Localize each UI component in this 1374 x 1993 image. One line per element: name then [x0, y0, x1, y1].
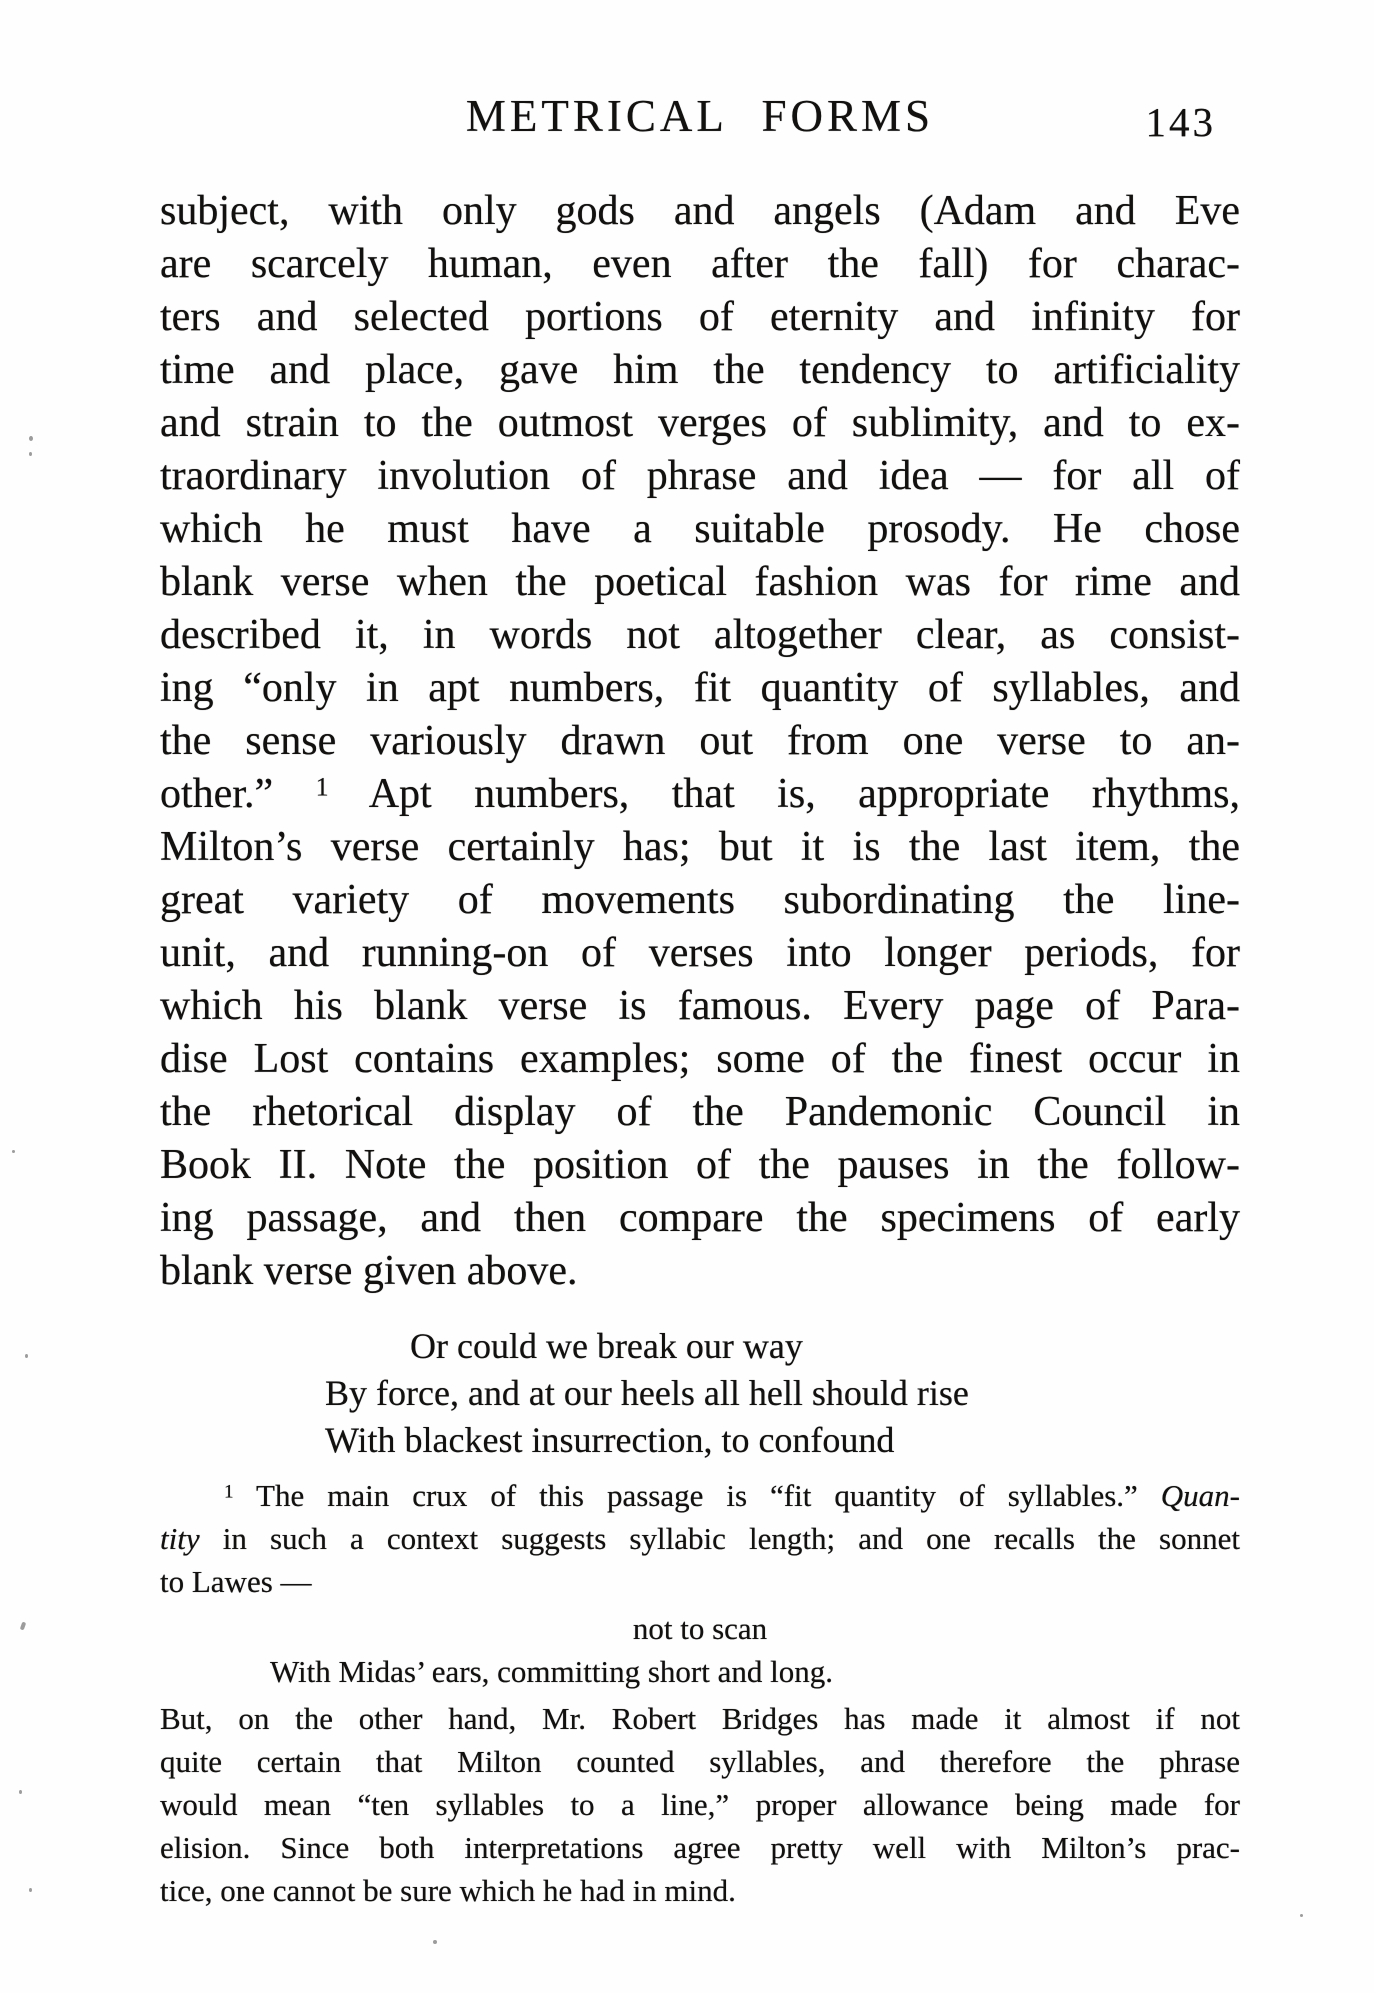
scan-speck — [29, 452, 32, 456]
scan-speck — [19, 1790, 22, 1794]
text-line: ing passage, and then compare the specimens of early — [160, 1195, 1240, 1241]
text-line: time and place, gave him the tendency to artificiality — [160, 347, 1240, 393]
text-line: and strain to the outmost verges of sublimity, and to ex- — [160, 400, 1240, 446]
text-line: traordinary involution of phrase and idea — for all of — [160, 453, 1240, 499]
verse-line: By force, and at our heels all hell should rise — [325, 1373, 969, 1413]
text-line: dise Lost contains examples; some of the finest occur in — [160, 1036, 1240, 1082]
text-line: blank verse when the poetical fashion was for rime and — [160, 559, 1240, 605]
footnote-verse-line: not to scan — [632, 1611, 768, 1646]
main-paragraph — [160, 185, 1240, 1298]
scan-speck — [1300, 1914, 1303, 1917]
text-line: described it, in words not altogether clear, as consist- — [160, 612, 1240, 658]
scan-speck — [433, 1940, 437, 1944]
text-line: Book II. Note the position of the pauses in the follow- — [160, 1142, 1240, 1188]
footnote — [160, 1474, 1240, 1912]
text-line: Milton’s verse certainly has; but it is the last item, the — [160, 824, 1240, 870]
footnote-verse-quote — [160, 1607, 1240, 1693]
text-line: which he must have a suitable prosody. He chose — [160, 506, 1240, 552]
text-line: the rhetorical display of the Pandemonic Council in — [160, 1089, 1240, 1135]
page-number: 143 — [1145, 99, 1216, 145]
text-line: are scarcely human, even after the fall) for charac- — [160, 241, 1240, 287]
text-line: great variety of movements subordinating the line- — [160, 877, 1240, 923]
verse-line: With blackest insurrection, to confound — [325, 1420, 895, 1460]
footnote-verse-line: With Midas’ ears, committing short and long. — [270, 1654, 833, 1689]
text-line: which his blank verse is famous. Every page of Para- — [160, 983, 1240, 1029]
text-line: ters and selected portions of eternity and infinity for — [160, 294, 1240, 340]
scan-speck — [29, 436, 33, 441]
text-column — [160, 0, 1240, 1912]
scan-speck — [25, 1354, 28, 1358]
footnote-paragraph-2 — [160, 1697, 1240, 1912]
scan-speck — [20, 1622, 26, 1631]
footnote-line: But, on the other hand, Mr. Robert Bridges has made it almost if not — [160, 1701, 1240, 1736]
footnote-line: tice, one cannot be sure which he had in mind. — [160, 1873, 736, 1908]
scan-speck — [29, 1888, 32, 1892]
footnote-line: $^1$ The main crux of this passage is “fit quantity of syllables.” Quan- — [224, 1478, 1240, 1513]
running-header — [160, 90, 1240, 143]
text-line: unit, and running-on of verses into longer periods, for — [160, 930, 1240, 976]
text-line: subject, with only gods and angels (Adam and Eve — [160, 188, 1240, 234]
text-line: blank verse given above. — [160, 1248, 578, 1294]
footnote-line: would mean “ten syllables to a line,” proper allowance being made for — [160, 1787, 1240, 1822]
text-line: other.” $^1$ Apt numbers, that is, appropriate rhythms, — [160, 771, 1240, 817]
verse-quote-paradise-lost — [160, 1323, 1240, 1464]
text-line: the sense variously drawn out from one verse to an- — [160, 718, 1240, 764]
footnote-line: quite certain that Milton counted syllables, and therefore the phrase — [160, 1744, 1240, 1779]
footnote-line: to Lawes — — [160, 1564, 312, 1599]
footnote-line: tity in such a context suggests syllabic length; and one recalls the sonnet — [160, 1521, 1240, 1556]
footnote-line: elision. Since both interpretations agree pretty well with Milton’s prac- — [160, 1830, 1240, 1865]
verse-line: Or could we break our way — [410, 1326, 803, 1366]
scan-speck — [12, 1150, 15, 1153]
page-title: METRICAL FORMS — [465, 91, 935, 141]
footnote-paragraph-1 — [160, 1474, 1240, 1603]
text-line: ing “only in apt numbers, fit quantity of syllables, and — [160, 665, 1240, 711]
